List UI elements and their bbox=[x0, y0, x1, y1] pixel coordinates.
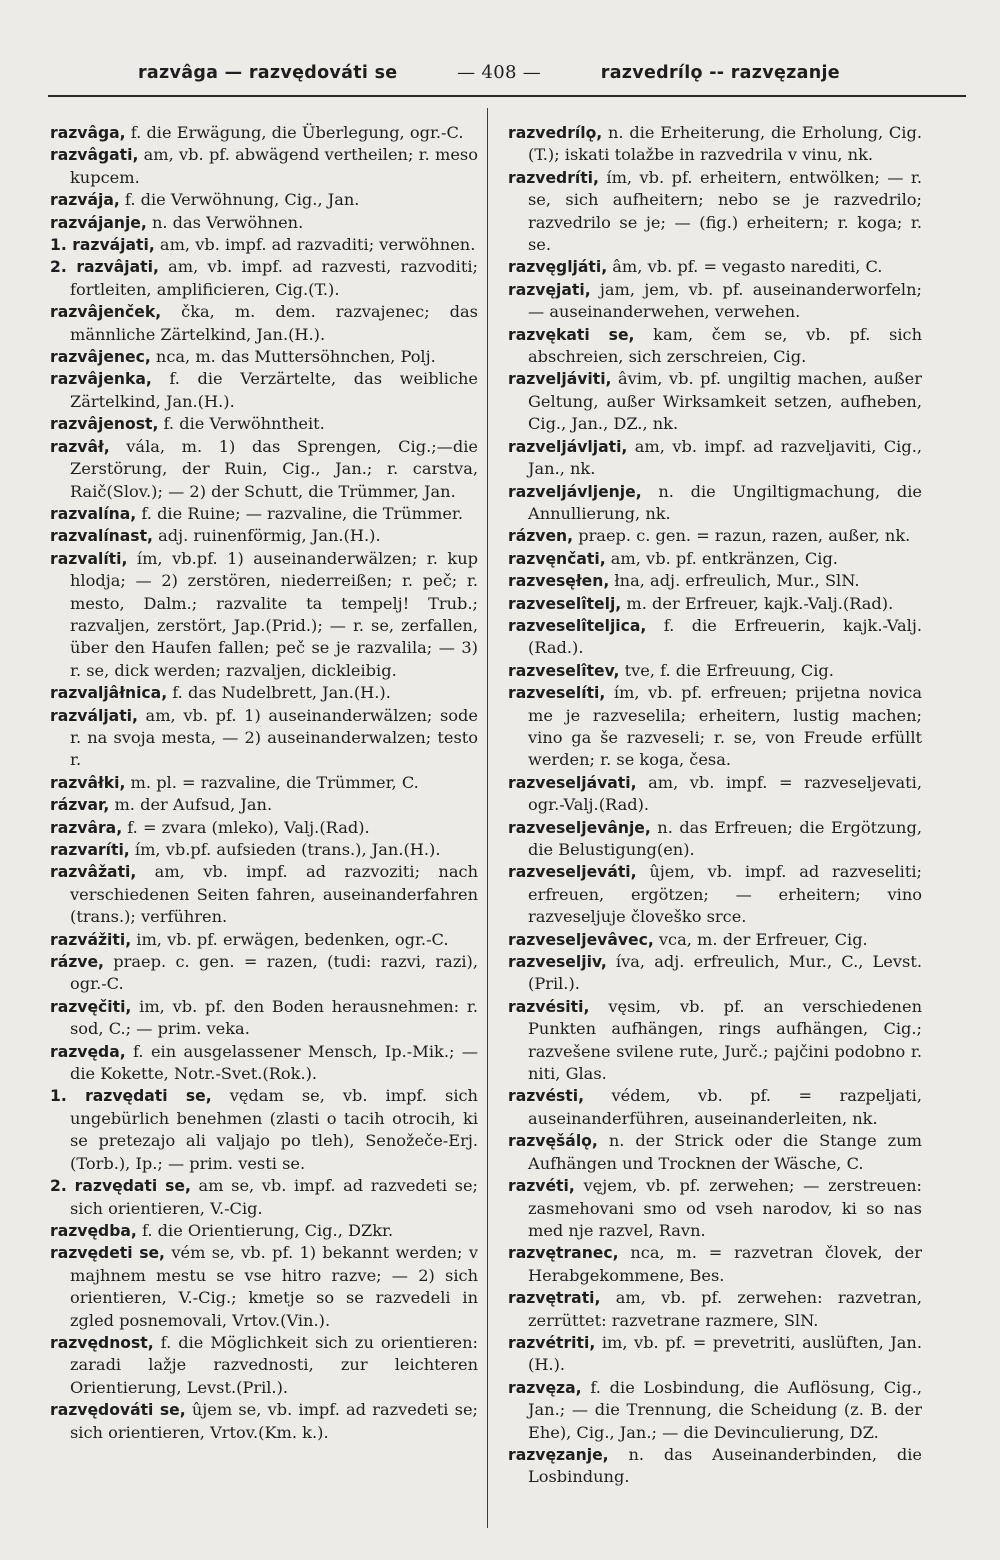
dictionary-entry bbox=[50, 368, 478, 413]
page-header bbox=[138, 62, 840, 83]
entry-headword: razveseljiv, bbox=[508, 953, 607, 972]
entry-headword: razvalínast, bbox=[50, 527, 153, 546]
dictionary-entry bbox=[508, 1242, 922, 1287]
entry-headword: rázve, bbox=[50, 953, 104, 972]
entry-definition: ím, vb.pf. 1) auseinanderwälzen; r. kup hlodja; — 2) zerstören, niederreißen; r. peč; r. mesto, Dalm.; razvalite ta tempelj! Trub.; razvaljen, zerstört, Jap.(Prid.); — r. se, zerfallen, über den Haufen fallen; peč se je razvalila; — 3) r. se, dick werden; razvaljen, dickleibig. bbox=[70, 548, 478, 680]
entry-headword: razvedríti, bbox=[508, 168, 599, 187]
entry-headword: razveselîtev, bbox=[508, 661, 620, 680]
entry-definition: vędam se, vb. impf. sich ungebürlich benehmen (zlasti o tacih otrocih, ki se pretezajo ali valjajo po tleh), Senožeče-Erj.(Torb.), Ip.; — prim. vesti se. bbox=[70, 1086, 478, 1173]
entry-headword: razvędnost, bbox=[50, 1333, 154, 1352]
dictionary-entry bbox=[508, 593, 922, 615]
entry-definition: ím, vb. pf. erfreuen; prijetna novica me je razveselila; erheitern, lustig machen; vino ga še razveseli; r. se, von Freude erfüllt werden; r. se koga, česa. bbox=[528, 683, 922, 770]
dictionary-entry bbox=[508, 1175, 922, 1242]
entry-headword: 2. razvâjati, bbox=[50, 258, 159, 277]
entry-definition: f. die Ruine; — razvaline, die Trümmer. bbox=[136, 503, 464, 523]
entry-headword: razvalíti, bbox=[50, 549, 128, 568]
entry-headword: razveseljávati, bbox=[508, 773, 637, 792]
dictionary-entry bbox=[508, 817, 922, 862]
entry-definition: n. das Auseinanderbinden, die Losbindung. bbox=[528, 1444, 922, 1487]
entry-headword: razveseljevâvec, bbox=[508, 930, 654, 949]
entry-definition: tve, f. die Erfreuung, Cig. bbox=[619, 660, 834, 680]
dictionary-entry bbox=[508, 772, 922, 817]
entry-definition: nca, m. das Muttersöhnchen, Polj. bbox=[150, 347, 436, 367]
entry-headword: razvęnčati, bbox=[508, 549, 606, 568]
entry-definition: âvim, vb. pf. ungiltig machen, außer Geltung, außer Wirksamkeit setzen, aufheben, Cig., Jan., DZ., nk. bbox=[528, 369, 922, 434]
entry-definition: védem, vb. pf. = razpeljati, auseinanderführen, auseinanderleiten, nk. bbox=[528, 1086, 922, 1128]
entry-headword: 2. razvędati se, bbox=[50, 1177, 191, 1196]
dictionary-entry bbox=[50, 346, 478, 368]
entry-headword: razvâłki, bbox=[50, 773, 126, 792]
entry-definition: âm, vb. pf. = vegasto narediti, C. bbox=[607, 257, 883, 277]
entry-definition: m. pl. = razvaline, die Trümmer, C. bbox=[125, 772, 419, 792]
entry-headword: razveljáviti, bbox=[508, 370, 612, 389]
entry-definition: f. die Verwöhntheit. bbox=[158, 414, 325, 434]
entry-headword: razvaríti, bbox=[50, 841, 130, 859]
dictionary-entry bbox=[508, 570, 922, 592]
dictionary-entry bbox=[508, 279, 922, 324]
entry-definition: praep. c. gen. = razun, razen, außer, nk. bbox=[573, 526, 911, 546]
dictionary-entry bbox=[50, 548, 478, 682]
dictionary-entry bbox=[508, 1332, 922, 1377]
entry-definition: ím, vb.pf. aufsieden (trans.), Jan.(H.). bbox=[129, 840, 441, 859]
entry-headword: razvęda, bbox=[50, 1042, 126, 1061]
entry-definition: čka, m. dem. razvajenec; das männliche Zärtelkind, Jan.(H.). bbox=[70, 302, 478, 344]
dictionary-entry bbox=[50, 839, 478, 861]
entry-definition: f. die Erfreuerin, kajk.-Valj.(Rad.). bbox=[528, 615, 922, 658]
entry-headword: razvájanje, bbox=[50, 213, 147, 232]
entry-headword: razvętranec, bbox=[508, 1244, 619, 1263]
entry-headword: razvęgljáti, bbox=[508, 258, 608, 277]
dictionary-entry bbox=[508, 682, 922, 772]
dictionary-entry bbox=[50, 1085, 478, 1175]
dictionary-entry bbox=[50, 951, 478, 996]
entry-definition: am, vb. pf. abwägend vertheilen; r. meso kupcem. bbox=[70, 145, 478, 187]
entry-headword: razveselîtelj, bbox=[508, 594, 622, 613]
dictionary-entry bbox=[50, 817, 478, 839]
entry-headword: razveljávljenje, bbox=[508, 482, 642, 501]
dictionary-entry bbox=[508, 1377, 922, 1444]
header-left-guideword: razvâga — razvędováti se bbox=[138, 63, 398, 83]
entry-headword: razvędba, bbox=[50, 1221, 137, 1240]
entry-headword: razvaljâłnica, bbox=[50, 684, 168, 703]
entry-headword: razvâjenec, bbox=[50, 348, 151, 367]
dictionary-entry bbox=[50, 189, 478, 211]
dictionary-entry bbox=[508, 481, 922, 526]
dictionary-entry bbox=[508, 1130, 922, 1175]
entry-headword: razvęza, bbox=[508, 1378, 582, 1397]
entry-headword: razvâžati, bbox=[50, 863, 137, 882]
entry-definition: ûjem, vb. impf. ad razveseliti; erfreuen, ergötzen; — erheitern; vino razveseljuje človeško srce. bbox=[528, 862, 922, 927]
dictionary-entry bbox=[50, 929, 478, 951]
dictionary-entry bbox=[50, 996, 478, 1041]
entry-headword: razvétriti, bbox=[508, 1333, 596, 1352]
entry-definition: vęjem, vb. pf. zerwehen; — zerstreuen: zasmehovani smo od vseh narodov, ki so nas med nje razvel, Ravn. bbox=[528, 1176, 922, 1240]
entry-definition: am, vb. pf. 1) auseinanderwälzen; sode r. na svoja mesta, — 2) auseinanderwalzen; testo r. bbox=[70, 705, 478, 770]
entry-definition: ûjem se, vb. impf. ad razvedeti se; sich orientieren, Vrtov.(Km. k.). bbox=[70, 1400, 478, 1442]
entry-headword: 1. razvędati se, bbox=[50, 1087, 212, 1106]
dictionary-entry bbox=[50, 1220, 478, 1242]
dictionary-entry bbox=[508, 324, 922, 369]
entry-headword: razvedrílǫ, bbox=[508, 124, 603, 142]
entry-headword: razvędováti se, bbox=[50, 1401, 186, 1420]
dictionary-entry bbox=[50, 794, 478, 816]
entry-definition: n. der Strick oder die Stange zum Aufhängen und Trocknen der Wäsche, C. bbox=[528, 1131, 922, 1173]
entry-definition: f. die Verwöhnung, Cig., Jan. bbox=[119, 190, 360, 210]
dictionary-entry bbox=[50, 705, 478, 772]
entry-headword: razvalína, bbox=[50, 504, 137, 523]
entry-definition: vca, m. der Erfreuer, Cig. bbox=[653, 929, 868, 949]
entry-headword: razvážiti, bbox=[50, 930, 132, 949]
entry-definition: n. die Erheiterung, die Erholung, Cig.(T.); iskati tolažbe in razvedrila v vinu, nk. bbox=[528, 123, 922, 165]
entry-definition: f. die Erwägung, die Überlegung, ogr.-C. bbox=[125, 123, 464, 142]
dictionary-entry bbox=[508, 548, 922, 570]
entry-headword: razveseljeváti, bbox=[508, 863, 637, 882]
entry-headword: razvâga, bbox=[50, 124, 126, 142]
dictionary-entry bbox=[508, 1085, 922, 1130]
entry-definition: adj. ruinenförmig, Jan.(H.). bbox=[152, 526, 381, 546]
entry-definition: im, vb. pf. erwägen, bedenken, ogr.-C. bbox=[131, 929, 449, 949]
entry-definition: jam, jem, vb. pf. auseinanderworfeln; — auseinanderwehen, verwehen. bbox=[528, 279, 922, 322]
entry-definition: am, vb. pf. entkränzen, Cig. bbox=[605, 548, 838, 568]
entry-headword: razvâjenost, bbox=[50, 415, 159, 434]
entry-headword: razvękati se, bbox=[508, 325, 635, 344]
entry-headword: razvâra, bbox=[50, 818, 123, 837]
entry-headword: razvája, bbox=[50, 191, 120, 210]
entry-headword: razvęjati, bbox=[508, 280, 591, 299]
dictionary-entry bbox=[508, 951, 922, 996]
entry-definition: łna, adj. erfreulich, Mur., SlN. bbox=[609, 571, 860, 591]
dictionary-entry bbox=[508, 525, 922, 547]
entry-definition: f. die Möglichkeit sich zu orientieren: zaradi lažje razvednosti, zur leichteren Orientierung, Levst.(Pril.). bbox=[70, 1332, 478, 1397]
dictionary-entry bbox=[50, 212, 478, 234]
dictionary-entry bbox=[50, 144, 478, 189]
entry-definition: n. die Ungiltigmachung, die Annullierung, nk. bbox=[528, 481, 922, 523]
entry-definition: f. das Nudelbrett, Jan.(H.). bbox=[167, 683, 391, 703]
entry-headword: razvęzanje, bbox=[508, 1445, 609, 1464]
dictionary-entry bbox=[50, 525, 478, 547]
entry-definition: n. das Erfreuen; die Ergötzung, die Belustigung(en). bbox=[528, 817, 922, 859]
dictionary-entry bbox=[50, 301, 478, 346]
dictionary-entry bbox=[508, 996, 922, 1086]
entry-definition: am, vb. pf. zerwehen: razvetran, zerrüttet: razvetrane razmere, SlN. bbox=[528, 1288, 922, 1330]
entry-headword: razveseljevânje, bbox=[508, 818, 651, 837]
entry-headword: razvâł, bbox=[50, 437, 110, 456]
entry-headword: razveljávljati, bbox=[508, 437, 628, 456]
entry-headword: razvâgati, bbox=[50, 146, 139, 165]
entry-headword: razvesęłen, bbox=[508, 572, 610, 591]
dictionary-entry bbox=[50, 436, 478, 503]
entry-definition: vála, m. 1) das Sprengen, Cig.;—die Zerstörung, der Ruin, Cig., Jan.; r. carstva, Raič(Slov.); — 2) der Schutt, die Trümmer, Jan. bbox=[70, 436, 478, 501]
dictionary-entry bbox=[50, 1175, 478, 1220]
dictionary-entry bbox=[508, 167, 922, 257]
dictionary-entry bbox=[508, 122, 922, 167]
entry-definition: im, vb. pf. = prevetriti, auslüften, Jan.(H.). bbox=[528, 1332, 922, 1375]
right-column bbox=[508, 122, 922, 1489]
entry-headword: 1. razvájati, bbox=[50, 236, 155, 255]
dictionary-entry bbox=[508, 368, 922, 435]
entry-definition: am, vb. impf. ad razvesti, razvoditi; fortleiten, amplificieren, Cig.(T.). bbox=[70, 257, 478, 299]
dictionary-entry bbox=[50, 1242, 478, 1332]
entry-definition: f. die Orientierung, Cig., DZkr. bbox=[136, 1220, 394, 1240]
entry-definition: m. der Aufsud, Jan. bbox=[109, 795, 273, 815]
header-right-guideword: razvedrílǫ -- razvęzanje bbox=[600, 63, 840, 83]
entry-headword: razvęčiti, bbox=[50, 997, 132, 1016]
dictionary-entry bbox=[50, 503, 478, 525]
entry-definition: f. die Losbindung, die Auflösung, Cig., Jan.; — die Trennung, die Scheidung (z. B. der Ehe), Cig., Jan.; — die Devinculierung, DZ. bbox=[528, 1377, 922, 1442]
dictionary-entry bbox=[50, 1332, 478, 1399]
entry-headword: razváljati, bbox=[50, 706, 138, 725]
entry-definition: n. das Verwöhnen. bbox=[146, 212, 304, 232]
entry-definition: am, vb. impf. ad razvoziti; nach verschiedenen Seiten fahren, auseinanderfahren (trans.); verführen. bbox=[70, 862, 478, 927]
entry-definition: m. der Erfreuer, kajk.-Valj.(Rad). bbox=[621, 593, 894, 613]
entry-definition: am, vb. impf. = razveseljevati, ogr.-Valj.(Rad). bbox=[528, 772, 922, 815]
entry-definition: vęsim, vb. pf. an verschiedenen Punkten aufhängen, rings aufhängen, Cig.; razvešene svilene rute, Jurč.; pajčini podobno r. niti, Glas. bbox=[528, 996, 922, 1084]
dictionary-entry bbox=[50, 122, 478, 144]
entry-headword: razveselíti, bbox=[508, 684, 606, 703]
dictionary-entry bbox=[50, 861, 478, 928]
entry-headword: razveselîteljica, bbox=[508, 616, 647, 635]
dictionary-entry bbox=[508, 256, 922, 278]
left-column bbox=[50, 122, 478, 1444]
dictionary-entry bbox=[508, 615, 922, 660]
dictionary-entry bbox=[50, 413, 478, 435]
entry-definition: am, vb. impf. ad razvaditi; verwöhnen. bbox=[154, 235, 476, 255]
entry-definition: f. ein ausgelassener Mensch, Ip.-Mik.; — die Kokette, Notr.-Svet.(Rok.). bbox=[70, 1041, 478, 1084]
entry-definition: íva, adj. erfreulich, Mur., C., Levst.(Pril.). bbox=[528, 952, 922, 994]
dictionary-entry bbox=[508, 660, 922, 682]
entry-headword: razvędeti se, bbox=[50, 1244, 165, 1263]
dictionary-entry bbox=[508, 929, 922, 951]
dictionary-entry bbox=[508, 1287, 922, 1332]
entry-headword: rázvar, bbox=[50, 796, 110, 815]
entry-definition: kam, čem se, vb. pf. sich abschreien, sich zerschreien, Cig. bbox=[528, 324, 923, 367]
entry-definition: praep. c. gen. = razen, (tudi: razvi, razi), ogr.-C. bbox=[70, 952, 478, 994]
entry-definition: nca, m. = razvetran človek, der Herabgekommene, Bes. bbox=[528, 1243, 922, 1285]
dictionary-entry bbox=[50, 234, 478, 256]
entry-headword: razvésiti, bbox=[508, 997, 590, 1016]
dictionary-entry bbox=[50, 772, 478, 794]
dictionary-entry bbox=[50, 256, 478, 301]
entry-definition: am se, vb. impf. ad razvedeti se; sich orientieren, V.-Cig. bbox=[70, 1176, 478, 1218]
header-rule bbox=[48, 95, 966, 97]
entry-headword: razvęšálǫ, bbox=[508, 1132, 598, 1151]
page-number: — 408 — bbox=[457, 62, 542, 83]
entry-definition: f. = zvara (mleko), Valj.(Rad). bbox=[122, 817, 370, 837]
entry-headword: razvâjenka, bbox=[50, 370, 152, 389]
entry-definition: am, vb. impf. ad razveljaviti, Cig., Jan., nk. bbox=[528, 436, 922, 479]
dictionary-entry bbox=[50, 1399, 478, 1444]
dictionary-entry bbox=[50, 682, 478, 704]
entry-headword: razvętrati, bbox=[508, 1289, 601, 1308]
entry-definition: im, vb. pf. den Boden herausnehmen: r. sod, C.; — prim. veka. bbox=[70, 996, 478, 1039]
entry-headword: razvéti, bbox=[508, 1177, 575, 1196]
entry-headword: razvésti, bbox=[508, 1087, 585, 1106]
entry-headword: razvâjenček, bbox=[50, 303, 162, 322]
dictionary-entry bbox=[508, 436, 922, 481]
dictionary-entry bbox=[50, 1041, 478, 1086]
entry-definition: f. die Verzärtelte, das weibliche Zärtelkind, Jan.(H.). bbox=[70, 369, 478, 411]
column-divider bbox=[487, 108, 488, 1528]
entry-headword: rázven, bbox=[508, 527, 574, 546]
entry-definition: ím, vb. pf. erheitern, entwölken; — r. se, sich aufheitern; nebo se je razvedrilo; razvedrilo se je; — (fig.) erheitern; r. koga; r. se. bbox=[528, 167, 922, 255]
dictionary-entry bbox=[508, 1444, 922, 1489]
entry-definition: vém se, vb. pf. 1) bekannt werden; v majhnem mestu se vse hitro razve; — 2) sich orientieren, V.-Cig.; kmetje so se razvedeli in zgled posnemovali, Vrtov.(Vin.). bbox=[70, 1243, 479, 1330]
dictionary-entry bbox=[508, 861, 922, 928]
